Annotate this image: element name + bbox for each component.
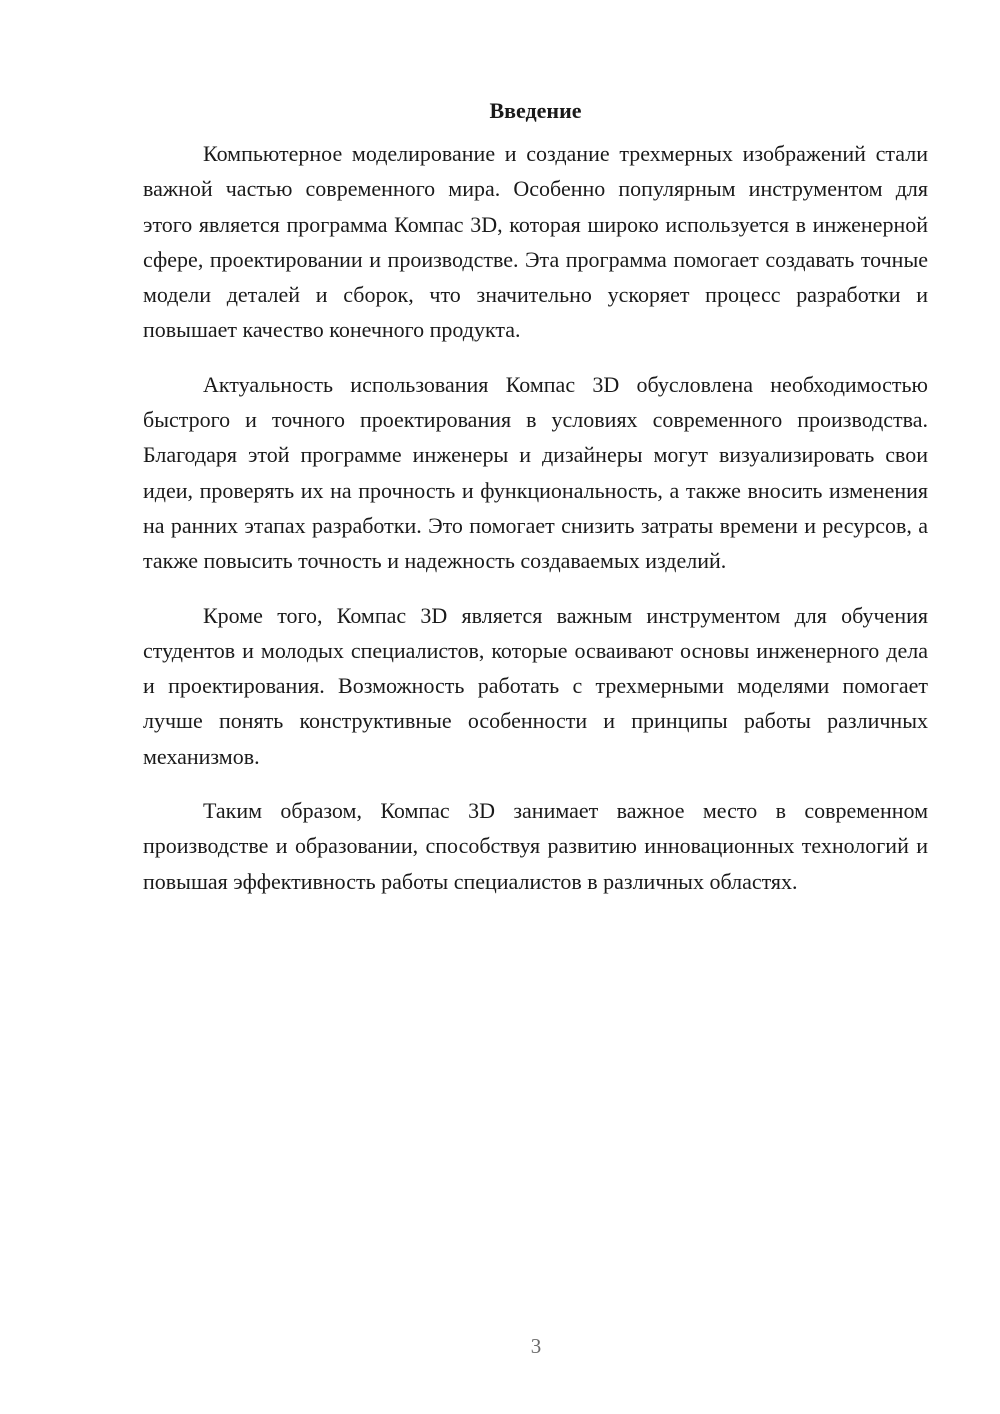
- page-content: [143, 90, 928, 918]
- paragraph-2: Актуальность использования Компас 3D обусловлена необходимостью быстрого и точного проектирования в условиях современного производства. Благодаря этой программе инженеры и дизайнеры могут визуализировать свои идеи, проверять их на прочность и функциональность, а также вносить изменения на ранних этапах разработки. Это помогает снизить затраты времени и ресурсов, а также повысить точность и надежность создаваемых изделий.: [143, 371, 928, 574]
- page-number: 3: [530, 1334, 542, 1358]
- paragraph-4: Таким образом, Компас 3D занимает важное место в современном производстве и образовании, способствуя развитию инновационных технологий и повышая эффективность работы специалистов в различных областях.: [143, 798, 928, 894]
- section-title: Введение: [489, 98, 582, 123]
- paragraph-1: Компьютерное моделирование и создание трехмерных изображений стали важной частью современного мира. Особенно популярным инструментом для этого является программа Компас 3D, которая широко используется в инженерной сфере, проектировании и производстве. Эта программа помогает создавать точные модели деталей и сборок, что значительно ускоряет процесс разработки и повышает качество конечного продукта.: [143, 141, 928, 343]
- paragraph-3: Кроме того, Компас 3D является важным инструментом для обучения студентов и молодых специалистов, которые осваивают основы инженерного дела и проектирования. Возможность работать с трехмерными моделями помогает лучше понять конструктивные особенности и принципы работы различных механизмов.: [143, 602, 928, 769]
